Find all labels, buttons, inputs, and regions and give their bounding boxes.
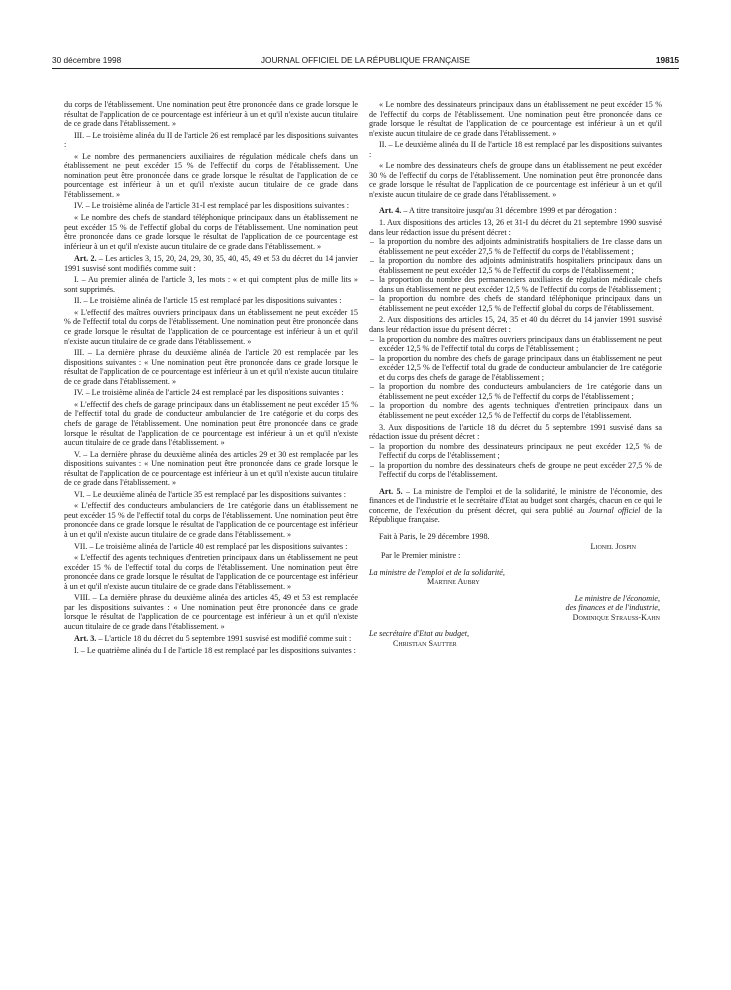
journal-name: Journal officiel bbox=[588, 505, 641, 515]
dash-list-2 bbox=[369, 335, 662, 421]
list-item: – la proportion du nombre des adjoints administratifs hospitaliers de 1re classe dans un établissement ne peut excéder 27,5 % de l'effectif du corps de l'établissement ; bbox=[369, 237, 662, 256]
list-item: – la proportion du nombre des adjoints administratifs hospitaliers principaux dans un établissement ne peut excéder 12,5 % de l'effectif du corps de l'établissement ; bbox=[369, 256, 662, 275]
article-5 bbox=[369, 487, 662, 525]
paragraph: VI. – Le deuxième alinéa de l'article 35 est remplacé par les dispositions suivantes : bbox=[74, 489, 346, 499]
header-rule bbox=[52, 68, 679, 69]
article-3 bbox=[64, 634, 358, 644]
minister1-name: Martine Aubry bbox=[427, 577, 480, 587]
quoted-paragraph: « L'effectif des agents techniques d'entretien principaux dans un établissement ne peut excéder 15 % de l'effectif total du corps de l'établissement. Une nomination peut être prononcée dans ce grade lorsque le résultat de l'application de ce pourcentage est inférieur à un et qu'il n'existe aucun titulaire de ce grade dans l'établissement. » bbox=[64, 553, 358, 591]
quoted-paragraph: « Le nombre des dessinateurs chefs de groupe dans un établissement ne peut excéder 30 % de l'effectif du corps de l'établissement. Une nomination peut être prononcée dans ce grade lorsque le résultat de l'application de ce pourcentage est inférieur à un et qu'il n'existe aucun titulaire de ce grade dans l'établissement. » bbox=[369, 161, 662, 199]
page-header bbox=[52, 55, 679, 69]
article-label: Art. 5. bbox=[379, 486, 403, 496]
paragraph: 1. Aux dispositions des articles 13, 26 et 31-I du décret du 21 septembre 1990 susvisé dans leur rédaction issue du présent décret : bbox=[369, 218, 662, 237]
article-2 bbox=[64, 254, 358, 273]
right-column bbox=[369, 100, 662, 648]
page-number: 19815 bbox=[655, 55, 679, 65]
paragraph: VII. – Le troisième alinéa de l'article 40 est remplacé par les dispositions suivantes : bbox=[74, 541, 348, 551]
journal-title: JOURNAL OFFICIEL DE LA RÉPUBLIQUE FRANÇAISE bbox=[260, 55, 471, 65]
paragraph: 3. Aux dispositions de l'article 18 du décret du 5 septembre 1991 susvisé dans sa rédaction issue du présent décret : bbox=[369, 422, 662, 442]
header-date: 30 décembre 1998 bbox=[52, 55, 122, 65]
paragraph: du corps de l'établissement. Une nomination peut être prononcée dans ce grade lorsque le résultat de l'application de ce pourcentage est inférieur à un et qu'il n'existe aucun titulaire de ce grade dans l'établissement. » bbox=[64, 100, 358, 129]
list-item: – la proportion du nombre des conducteurs ambulanciers de 1re catégorie dans un établissement ne peut excéder 12,5 % de l'effectif du corps de l'établissement ; bbox=[369, 382, 662, 401]
article-label: Art. 2. bbox=[74, 254, 97, 264]
dash-list-1 bbox=[369, 237, 662, 313]
signature-block bbox=[369, 532, 662, 648]
list-item: – la proportion du nombre des chefs de garage principaux dans un établissement ne peut excéder 12,5 % de l'effectif total du grade de conducteur ambulancier de 1re catégorie et du corps des chefs de garage de l'établissement ; bbox=[369, 354, 662, 383]
list-item: – la proportion du nombre des chefs de standard téléphonique principaux dans un établissement ne peut excéder 12,5 % de l'effectif global du corps de l'établissement. bbox=[369, 294, 662, 313]
minister2-title-line2: des finances et de l'industrie, bbox=[565, 603, 660, 613]
minister3-name: Christian Sautter bbox=[393, 638, 457, 648]
quoted-paragraph: « Le nombre des permanenciers auxiliaires de régulation médicale chefs dans un établissement ne peut excéder 15 % de l'effectif du corps de l'établissement. Une nomination peut être prononcée dans ce grade lorsque le résultat de l'application de ce pourcentage est inférieur à un et qu'il n'existe aucun titulaire de ce grade dans l'établissement. » bbox=[64, 151, 358, 199]
quoted-paragraph: « L'effectif des chefs de garage principaux dans un établissement ne peut excéder 15 % de l'effectif total du grade de conducteur ambulancier de 1re catégorie et du corps des chefs de garage de l'établissement. Une nomination peut être prononcée dans ce grade lorsque le résultat de l'application de ce pourcentage est inférieur à un et qu'il n'existe aucun titulaire de ce grade dans l'établissement. » bbox=[64, 399, 358, 448]
paragraph: I. – Le quatrième alinéa du I de l'article 18 est remplacé par les dispositions suivantes : bbox=[74, 645, 356, 655]
article-text: – L'article 18 du décret du 5 septembre 1991 susvisé est modifié comme suit : bbox=[96, 634, 352, 644]
quoted-paragraph: « L'effectif des maîtres ouvriers principaux dans un établissement ne peut excéder 15 % de l'effectif total du corps de l'établissement. Une nomination peut être prononcée dans ce grade lorsque le résultat de l'application de ce pourcentage est inférieur à un et qu'il n'existe aucun titulaire de ce grade dans l'établissement. » bbox=[64, 307, 358, 346]
article-label: Art. 3. bbox=[74, 634, 97, 644]
paragraph: II. – Le deuxième alinéa du II de l'article 18 est remplacé par les dispositions suivantes : bbox=[369, 140, 662, 159]
article-text: – Les articles 3, 15, 20, 24, 29, 30, 35, 40, 45, 49 et 53 du décret du 14 janvier 1991 susvisé sont modifiés comme suit : bbox=[64, 254, 358, 273]
list-item: – la proportion du nombre des permanenciers auxiliaires de régulation médicale chefs dans un établissement ne peut excéder 12,5 % de l'effectif du corps de l'établissement ; bbox=[369, 275, 662, 294]
article-text: – A titre transitoire jusqu'au 31 décembre 1999 et par dérogation : bbox=[401, 206, 617, 216]
list-item: – la proportion du nombre des agents techniques d'entretien principaux dans un établissement ne peut excéder 12,5 % de l'effectif du corps de l'établissement. bbox=[369, 401, 662, 420]
list-item: – la proportion du nombre des dessinateurs principaux ne peut excéder 12,5 % de l'effectif du corps de l'établissement ; bbox=[369, 442, 662, 461]
minister2-name: Dominique Strauss-Kahn bbox=[572, 612, 660, 622]
paragraph: II. – Le troisième alinéa de l'article 15 est remplacé par les dispositions suivantes : bbox=[74, 296, 342, 306]
place-date: Fait à Paris, le 29 décembre 1998. bbox=[379, 531, 490, 541]
minister2-title-line1: Le ministre de l'économie, bbox=[574, 593, 660, 603]
minister3-title: Le secrétaire d'Etat au budget, bbox=[369, 629, 470, 639]
dash-list-3 bbox=[369, 442, 662, 480]
paragraph: III. – La dernière phrase du deuxième alinéa de l'article 20 est remplacée par les dispositions suivantes : « Une nomination peut être prononcée dans ce grade lorsque le résultat de l'application de ce pourcentage est inférieur à un et qu'il n'existe aucun titulaire de ce grade dans l'établissement. » bbox=[64, 348, 358, 386]
list-item: – la proportion du nombre des dessinateurs chefs de groupe ne peut excéder 27,5 % de l'effectif du corps de l'établissement. bbox=[369, 461, 662, 480]
list-item: – la proportion du nombre des maîtres ouvriers principaux dans un établissement ne peut excéder 12,5 % de l'effectif total du corps de l'établissement ; bbox=[369, 335, 662, 354]
paragraph: IV. – Le troisième alinéa de l'article 24 est remplacé par les dispositions suivantes : bbox=[74, 388, 344, 398]
prime-minister-name: Lionel Jospin bbox=[590, 541, 636, 551]
paragraph: IV. – Le troisième alinéa de l'article 31-I est remplacé par les dispositions suivantes : bbox=[74, 201, 349, 211]
article-label: Art. 4. bbox=[379, 206, 402, 216]
article-text: – La ministre de l'emploi et de la solidarité, le ministre de l'économie, des finances et de l'industrie et le secrétaire d'Etat au budget sont chargés, chacun en ce qui le concerne, de l'exécution du présent décret, qui sera publié au bbox=[369, 486, 662, 515]
minister1-title: La ministre de l'emploi et de la solidarité, bbox=[369, 567, 505, 577]
paragraph: VIII. – La dernière phrase du deuxième alinéa des articles 45, 49 et 53 est remplacée par les dispositions suivantes : « Une nomination peut être prononcée dans ce grade lorsque le résultat de l'application de ce pourcentage est inférieur à un et qu'il n'existe aucun titulaire de ce grade dans l'établissement. » bbox=[64, 593, 358, 631]
quoted-paragraph: « Le nombre des dessinateurs principaux dans un établissement ne peut excéder 15 % de l'effectif du corps de l'établissement. Une nomination peut être prononcée dans ce grade lorsque le résultat de l'application de ce pourcentage est inférieur à un et qu'il n'existe aucun titulaire de ce grade dans l'établissement. » bbox=[369, 100, 662, 138]
article-text-end: de la République française. bbox=[369, 505, 662, 525]
quoted-paragraph: « Le nombre des chefs de standard téléphonique principaux dans un établissement ne peut excéder 15 % de l'effectif global du corps de l'établissement. Une nomination peut être prononcée dans ce grade lorsque le résultat de l'application de ce pourcentage est inférieur à un et qu'il n'existe aucun titulaire de ce grade dans l'établissement. » bbox=[64, 213, 358, 251]
paragraph: III. – Le troisième alinéa du II de l'article 26 est remplacé par les dispositions suivantes : bbox=[64, 130, 358, 150]
article-4 bbox=[369, 206, 662, 216]
paragraph: I. – Au premier alinéa de l'article 3, les mots : « et qui comptent plus de mille lits » sont supprimés. bbox=[64, 275, 358, 294]
prime-minister-line: Par le Premier ministre : bbox=[381, 551, 461, 561]
quoted-paragraph: « L'effectif des conducteurs ambulanciers de 1re catégorie dans un établissement ne peut excéder 15 % de l'effectif total du corps de l'établissement. Une nomination peut être prononcée dans ce grade lorsque le résultat de l'application de ce pourcentage est inférieur à un et qu'il n'existe aucun titulaire de ce grade dans l'établissement. » bbox=[64, 501, 358, 539]
paragraph: V. – La dernière phrase du deuxième alinéa des articles 29 et 30 est remplacée par les dispositions suivantes : « Une nomination peut être prononcée dans ce grade lorsque le résultat de l'application de ce pourcentage est inférieur à un et qu'il n'existe aucun titulaire de ce grade dans l'établissement. » bbox=[64, 449, 358, 488]
left-column bbox=[64, 100, 358, 656]
paragraph: 2. Aux dispositions des articles 15, 24, 35 et 40 du décret du 14 janvier 1991 susvisé dans leur rédaction issue du présent décret : bbox=[369, 315, 662, 335]
